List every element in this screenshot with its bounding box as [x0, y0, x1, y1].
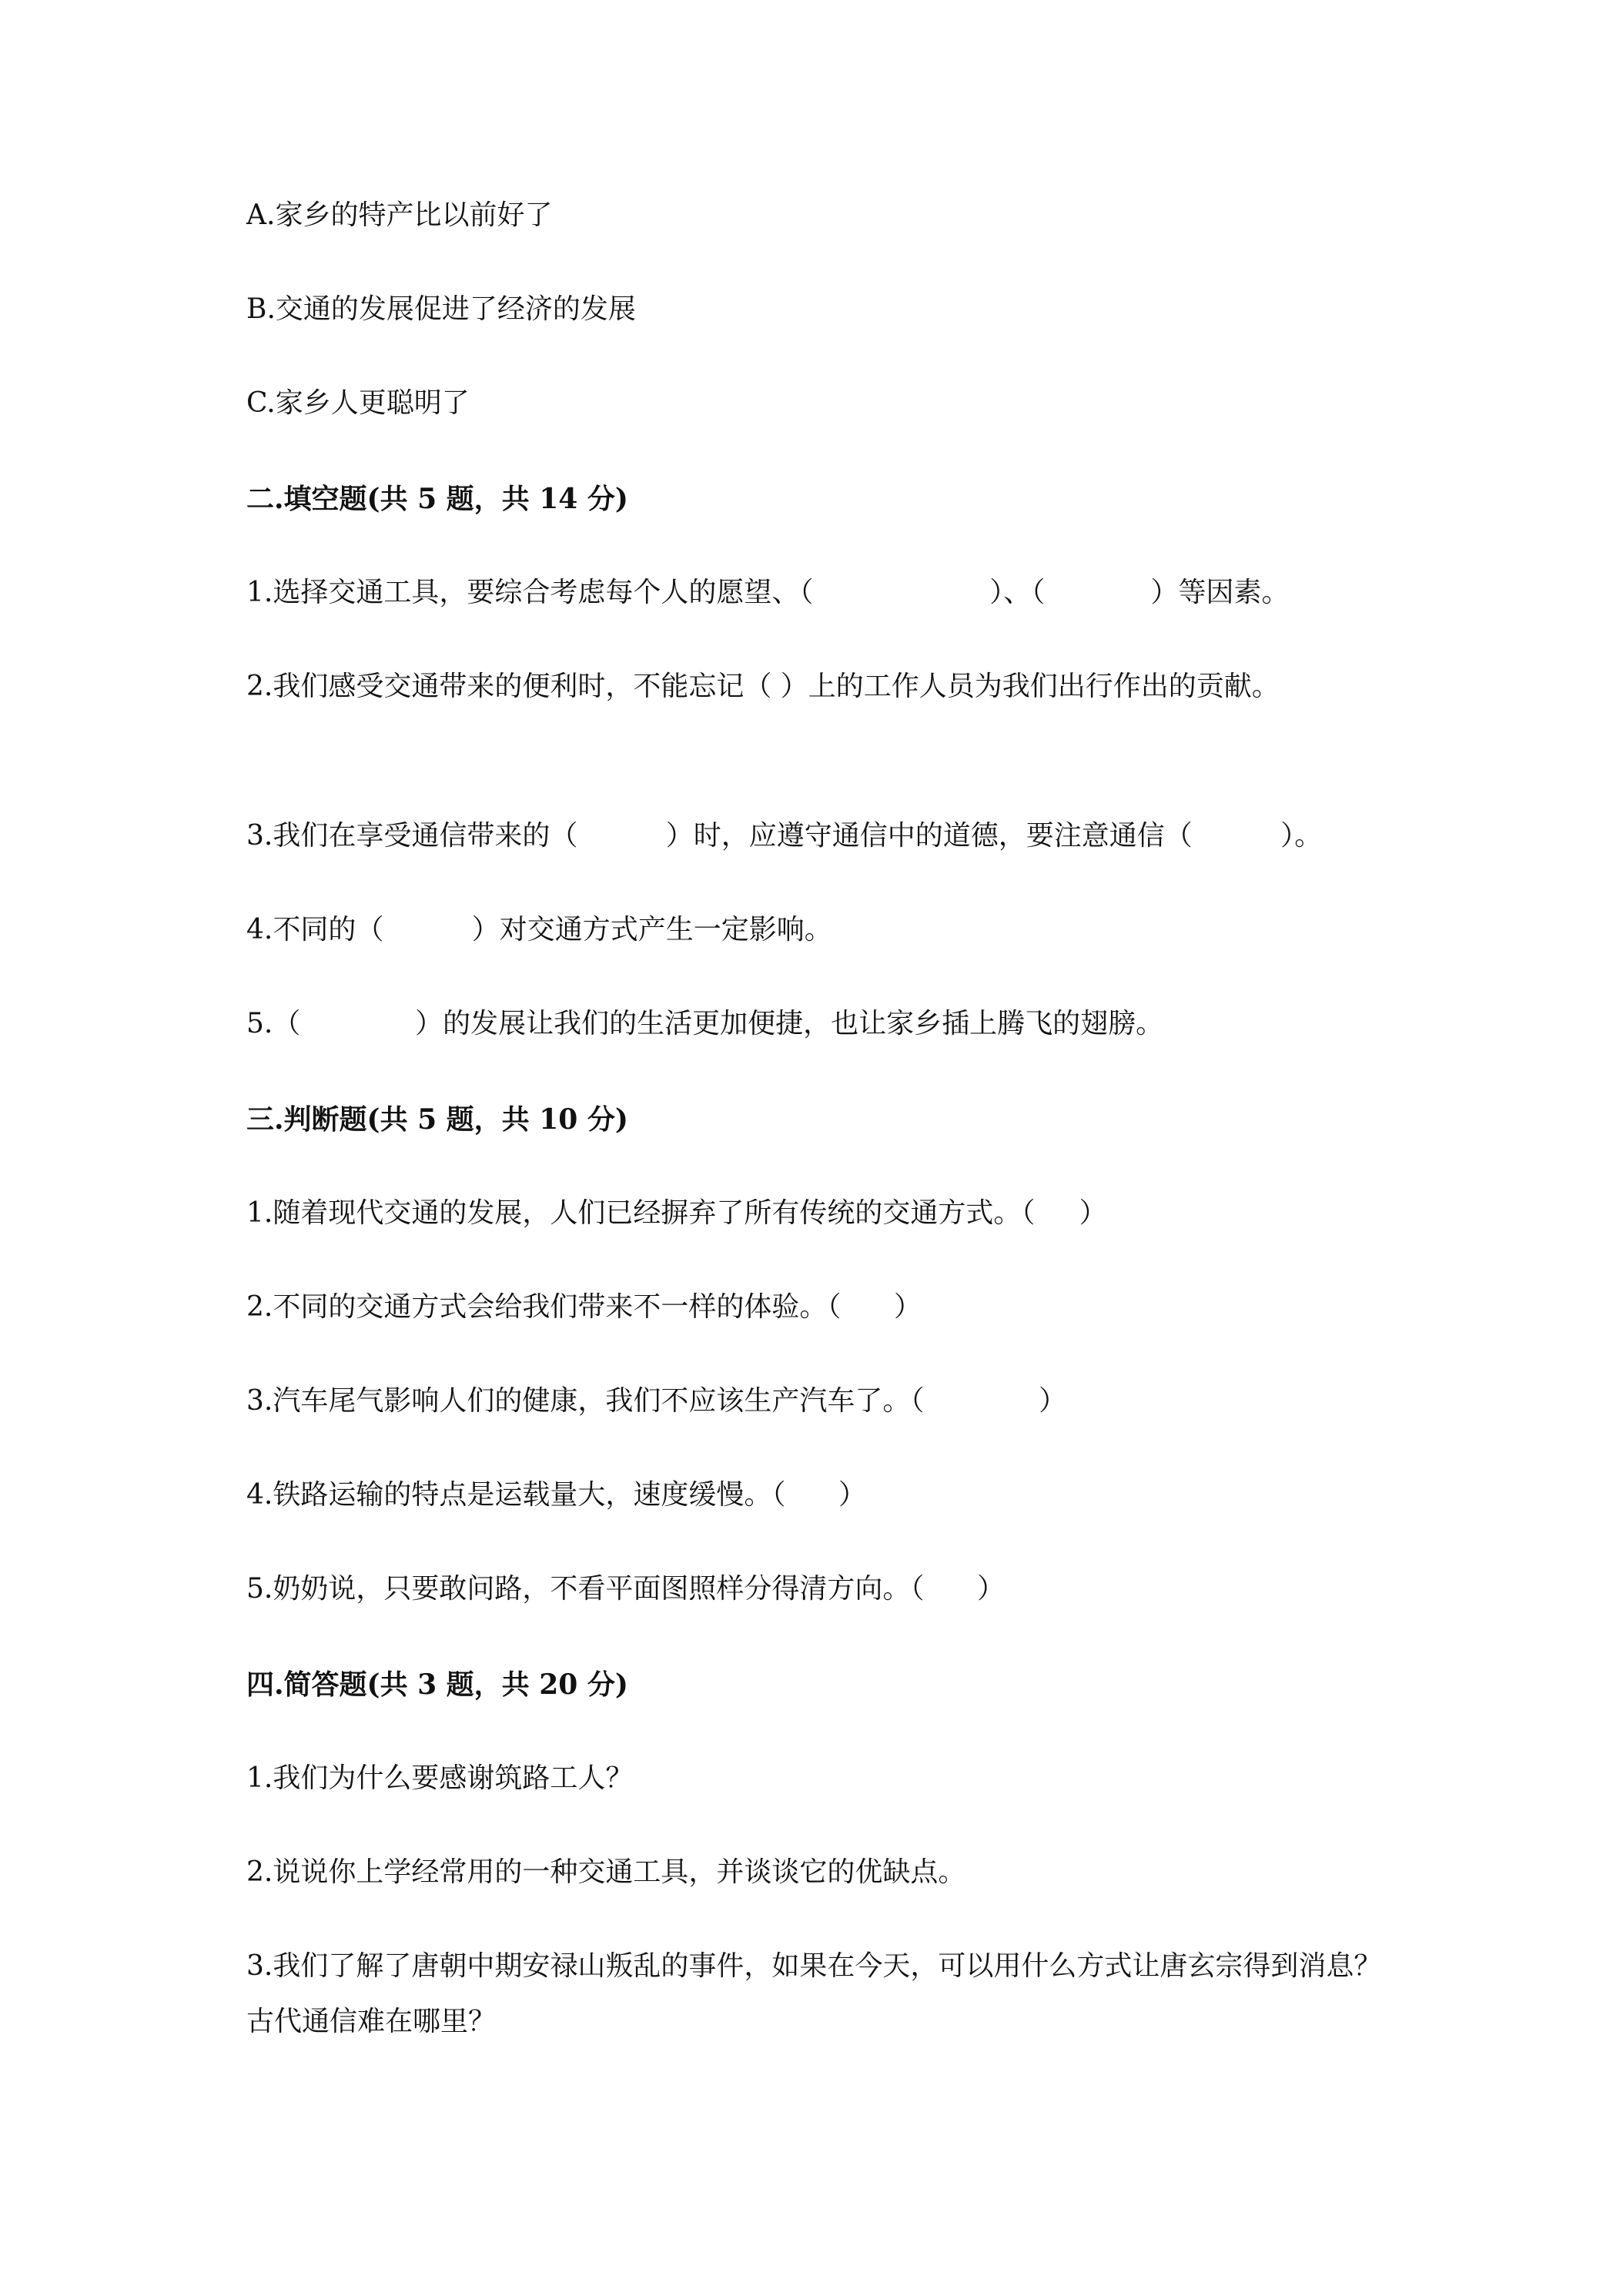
short-answer-question-1: 1.我们为什么要感谢筑路工人？: [246, 1762, 634, 1794]
choice-b: B.交通的发展促进了经济的发展: [246, 293, 636, 325]
true-false-question-5: 5.奶奶说，只要敢问路，不看平面图照样分得清方向。（ ）: [246, 1573, 1006, 1605]
fill-blank-question-2: 2.我们感受交通带来的便利时，不能忘记（ ）上的工作人员为我们出行作出的贡献。: [246, 671, 1280, 702]
section-title-fill-blank: 二.填空题(共 5 题，共 14 分): [246, 483, 628, 515]
section-title-true-false: 三.判断题(共 5 题，共 10 分): [246, 1103, 628, 1136]
choice-c: C.家乡人更聪明了: [246, 387, 470, 419]
fill-blank-question-4: 4.不同的（ ）对交通方式产生一定影响。: [246, 914, 832, 946]
fill-blank-question-5: 5.（ ）的发展让我们的生活更加便捷，也让家乡插上腾飞的翅膀。: [246, 1008, 1164, 1039]
short-answer-question-2: 2.说说你上学经常用的一种交通工具，并谈谈它的优缺点。: [246, 1856, 966, 1888]
true-false-question-4: 4.铁路运输的特点是运载量大，速度缓慢。（ ）: [246, 1479, 867, 1511]
true-false-question-1: 1.随着现代交通的发展，人们已经摒弃了所有传统的交通方式。（ ）: [246, 1197, 1107, 1229]
short-answer-question-3: 3.我们了解了唐朝中期安禄山叛乱的事件，如果在今天，可以用什么方式让唐玄宗得到消息？古代通信难在哪里？: [246, 1950, 1382, 2037]
true-false-question-3: 3.汽车尾气影响人们的健康，我们不应该生产汽车了。（ ）: [246, 1385, 1067, 1417]
fill-blank-question-1: 1.选择交通工具，要综合考虑每个人的愿望、（ ）、（ ）等因素。: [246, 577, 1290, 608]
fill-blank-question-3: 3.我们在享受通信带来的（ ）时，应遵守通信中的道德，要注意通信（ ）。: [246, 820, 1323, 852]
true-false-question-2: 2.不同的交通方式会给我们带来不一样的体验。（ ）: [246, 1291, 922, 1323]
section-title-short-answer: 四.简答题(共 3 题，共 20 分): [246, 1668, 628, 1701]
choice-a: A.家乡的特产比以前好了: [246, 199, 553, 231]
